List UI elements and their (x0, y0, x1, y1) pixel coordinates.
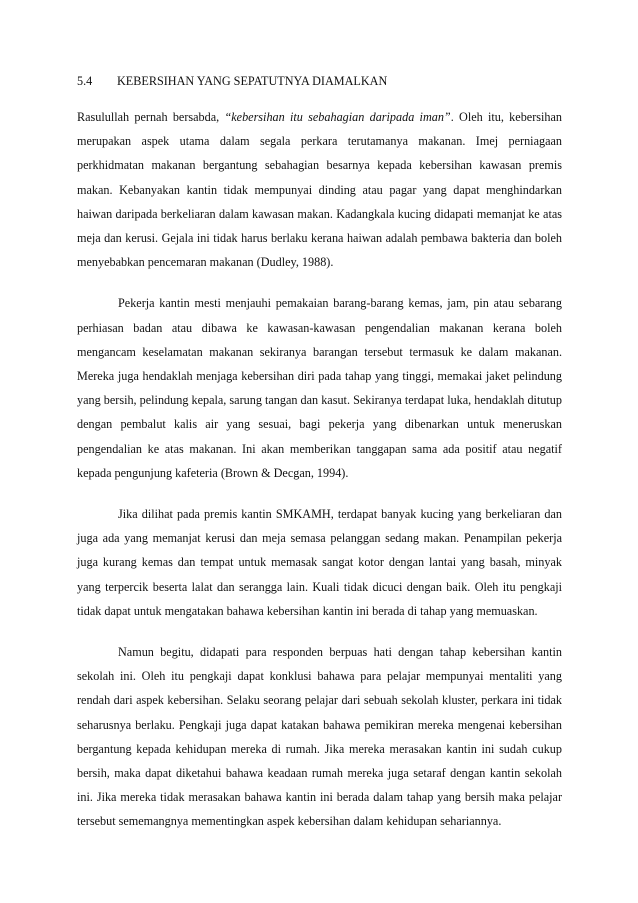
paragraph-1 (77, 105, 562, 274)
section-number: 5.4 (77, 74, 93, 88)
paragraph-4: Namun begitu, didapati para responden berpuas hati dengan tahap kebersihan kantin sekolah ini. Oleh itu pengkaji dapat konklusi bahawa para pelajar mempunyai mentaliti yang rendah dari aspek kebersihan. Selaku seorang pelajar dari sebuah sekolah kluster, perkara ini tidak seharusnya berlaku. Pengkaji juga dapat katakan bahawa pemikiran mereka mengenai kebersihan bergantung kepada kehidupan mereka di rumah. Jika mereka merasakan kantin ini sudah cukup bersih, maka dapat diketahui bahawa keadaan rumah mereka juga setaraf dengan kantin sekolah ini. Jika mereka tidak merasakan bahawa kantin ini berada dalam tahap yang bersih maka pelajar tersebut sememangnya mementingkan aspek kebersihan dalam kehidupan sehariannya. (77, 645, 562, 829)
paragraph-2: Pekerja kantin mesti menjauhi pemakaian barang-barang kemas, jam, pin atau sebarang perhiasan badan atau dibawa ke kawasan-kawasan pengendalian makanan kerana boleh mengancam keselamatan makanan sekiranya barangan tersebut termasuk ke dalam makanan. Mereka juga hendaklah menjaga kebersihan diri pada tahap yang tinggi, memakai jaket pelindung yang bersih, pelindung kepala, sarung tangan dan kasut. Sekiranya terdapat luka, hendaklah ditutup dengan pembalut kalis air yang sesuai, bagi pekerja yang dibenarkan untuk meneruskan pengendalian ke atas makanan. Ini akan memberikan tanggapan sama ada positif atau negatif kepada pengunjung kafeteria (Brown & Decgan, 1994). (77, 296, 562, 480)
body-text (77, 105, 562, 851)
paragraph-1-after-quote: . Oleh itu, kebersihan merupakan aspek utama dalam segala perkara terutamanya makanan. Imej perniagaan perkhidmatan makanan bergantung sebahagian besarnya kepada kebersihan kawasan premis makan. Kebanyakan kantin tidak mempunyai dinding atau pagar yang dapat menghindarkan haiwan daripada berkeliaran dalam kawasan makan. Kadangkala kucing didapati memanjat ke atas meja dan kerusi. Gejala ini tidak harus berlaku kerana haiwan adalah pembawa bakteria dan boleh menyebabkan pencemaran makanan (Dudley, 1988). (77, 110, 562, 270)
section-title: KEBERSIHAN YANG SEPATUTNYA DIAMALKAN (117, 74, 388, 88)
paragraph-3: Jika dilihat pada premis kantin SMKAMH, terdapat banyak kucing yang berkeliaran dan juga ada yang memanjat kerusi dan meja semasa pelanggan sedang makan. Penampilan pekerja juga kurang kemas dan tempat untuk memasak sangat kotor dengan lantai yang basah, minyak yang terpercik beserta lalat dan serangga lain. Kuali tidak dicuci dengan baik. Oleh itu pengkaji tidak dapat untuk mengatakan bahawa kebersihan kantin ini berada di tahap yang memuaskan. (77, 507, 562, 618)
section-heading (77, 71, 565, 91)
hadith-quote: “kebersihan itu sebahagian daripada iman” (224, 110, 451, 124)
paragraph-1-before-quote: Rasulullah pernah bersabda, (77, 110, 225, 124)
